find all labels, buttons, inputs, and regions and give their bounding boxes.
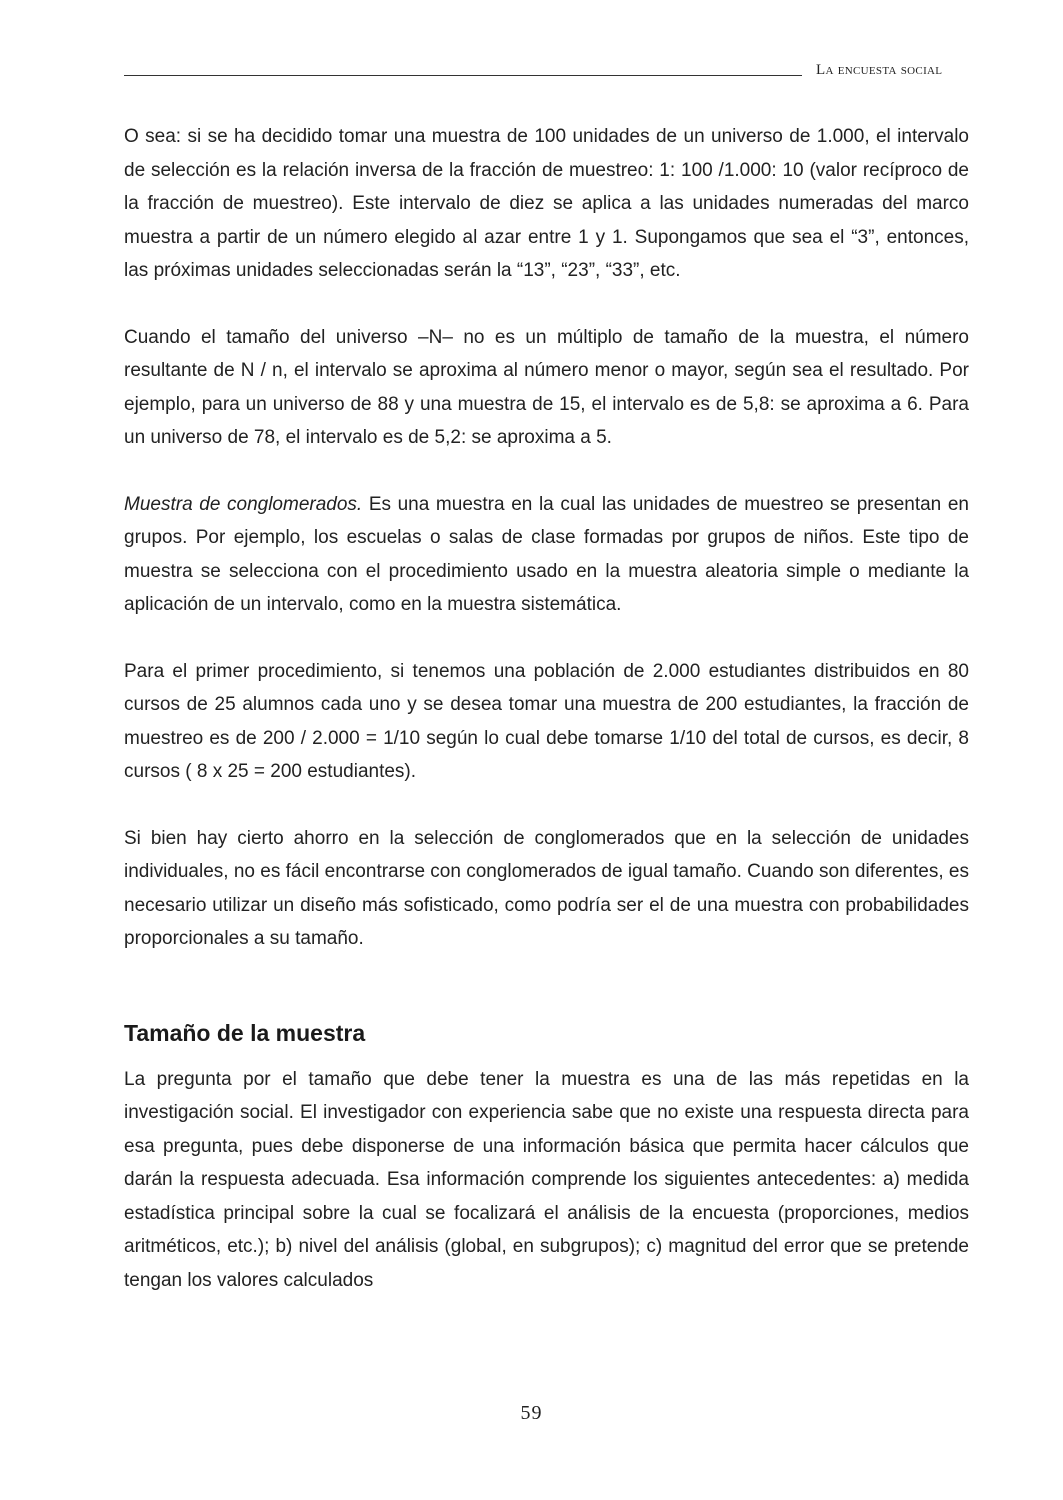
page-body	[124, 120, 969, 1330]
paragraph-ahorro: Si bien hay cierto ahorro en la selección de conglomerados que en la selección de unidades individuales, no es fácil encontrarse con conglomerados de igual tamaño. Cuando son diferentes, es necesario utilizar un diseño más sofisticado, como podría ser el de una muestra con probabilidades proporcionales a su tamaño.	[124, 827, 969, 949]
page-number: 59	[520, 1402, 543, 1424]
term-conglomerados: Muestra de conglomerados.	[124, 493, 363, 515]
running-head: La encuesta social	[816, 62, 943, 78]
paragraph-tamano: La pregunta por el tamaño que debe tener la muestra es una de las más repetidas en la investigación social. El investigador con experiencia sabe que no existe una respuesta directa para esa pregunta, pues debe disponerse de una información básica que permita hacer cálculos que darán la respuesta adecuada. Esa información comprende los siguientes antecedentes: a) medida estadística principal sobre la cual se focalizará el análisis de la encuesta (proporciones, medios aritméticos, etc.); b) nivel del análisis (global, en subgrupos); c) magnitud del error que se pretende tengan los valores calculados	[124, 1068, 969, 1291]
paragraph-conglomerados	[124, 488, 969, 622]
section-heading: Tamaño de la muestra	[124, 1019, 366, 1046]
paragraph-universo: Cuando el tamaño del universo –N– no es un múltiplo de tamaño de la muestra, el número resultante de N / n, el intervalo se aproxima al número menor o mayor, según sea el resultado. Por ejemplo, para un universo de 88 y una muestra de 15, el intervalo es de 5,8: se aproxima a 6. Para un universo de 78, el intervalo es de 5,2: se aproxima a 5.	[124, 326, 969, 448]
paragraph-primer-procedimiento: Para el primer procedimiento, si tenemos una población de 2.000 estudiantes distribuidos en 80 cursos de 25 alumnos cada uno y se desea tomar una muestra de 200 estudiantes, la fracción de muestreo es de 200 / 2.000 = 1/10 según lo cual debe tomarse 1/10 del total de cursos, es decir, 8 cursos ( 8 x 25 = 200 estudiantes).	[124, 660, 969, 782]
conglomerados-definition: Es una muestra en la cual las unidades de muestreo se presentan en grupos. Por ejemplo, los escuelas o salas de clase formadas por grupos de niños. Este tipo de muestra se selecciona con el procedimiento usado en la muestra aleatoria simple o mediante la aplicación de un intervalo, como en la muestra sistemática.	[124, 493, 969, 615]
paragraph-intervalo: O sea: si se ha decidido tomar una muestra de 100 unidades de un universo de 1.000, el intervalo de selección es la relación inversa de la fracción de muestreo: 1: 100 /1.000: 10 (valor recíproco de la fracción de muestreo). Este intervalo de diez se aplica a las unidades numeradas del marco muestra a partir de un número elegido al azar entre 1 y 1. Supongamos que sea el “3”, entonces, las próximas unidades seleccionadas serán la “13”, “23”, “33”, etc.	[124, 126, 969, 281]
header-rule	[124, 75, 802, 76]
